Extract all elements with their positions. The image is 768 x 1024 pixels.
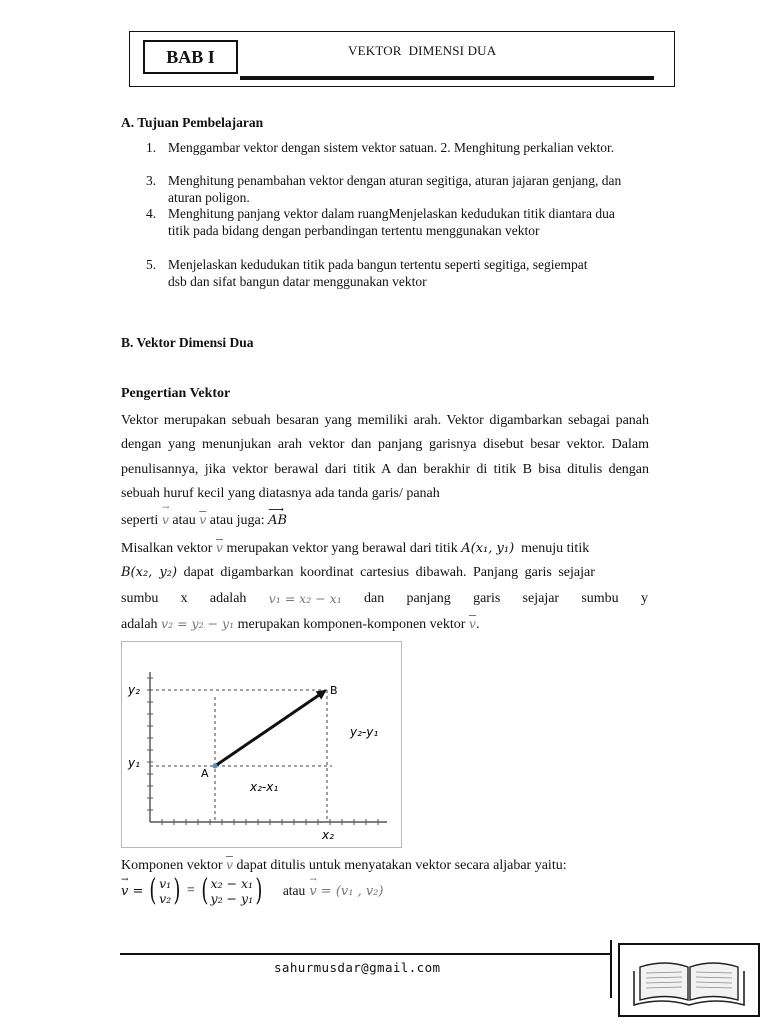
text-fragment: sejajar	[522, 591, 560, 606]
vector-figure	[121, 641, 402, 848]
text-fragment: y	[640, 591, 648, 606]
line-adalah	[121, 616, 649, 633]
text-fragment: atau juga:	[209, 513, 269, 528]
guide-lines	[150, 690, 332, 822]
objective-number: 3.	[146, 173, 157, 188]
text-fragment: dapat digambarkan koordinat cartesius dibawah. Panjang garis sejajar	[177, 565, 595, 580]
text-fragment: x	[180, 591, 188, 606]
point-a-marker	[213, 764, 218, 769]
symbol-v-pair: v = (v₁ , v₂)	[309, 883, 384, 899]
label-y1: y₁	[128, 756, 140, 770]
label-x2: x₂	[322, 828, 334, 842]
symbol-v-equals: v =	[121, 883, 144, 899]
vector-v-bar: $\overline{v}$	[199, 512, 207, 527]
section-a-heading: A. Tujuan Pembelajaran	[121, 115, 264, 130]
symbol-v: v	[161, 512, 169, 527]
vector-lhs: → v =	[121, 874, 144, 899]
text-fragment: dan	[363, 591, 385, 606]
paragraph-definition: Vektor merupakan sebuah besaran yang memiliki arah. Vektor digambarkan sebagai panah dengan yang menunjukan arah vektor dan panjang garisnya disebut besar vektor. Dalam penulisannya, jika vektor berawal dari titik A dan berakhir di titik B bisa ditulis dengan sebuah huruf kecil yang diatasnya ada tanda garis/ panah	[121, 413, 649, 501]
text-atau: atau	[282, 883, 306, 898]
objective-number: 5.	[146, 257, 157, 272]
vector-ab-arrow: ⟶ AB	[268, 503, 288, 528]
line-component	[121, 857, 649, 874]
matrix-bottom: v₂	[159, 891, 172, 906]
chapter-label: BAB I	[143, 40, 238, 74]
text-fragment: seperti	[121, 513, 162, 528]
label-dy: y₂-y₁	[350, 725, 379, 739]
text-fragment: Misalkan vektor	[121, 541, 216, 556]
line-notation	[121, 503, 649, 529]
text-fragment: adalah	[121, 617, 162, 632]
text-fragment: Komponen vektor	[121, 858, 226, 873]
book-logo-frame	[618, 943, 760, 1017]
label-y2: y₂	[128, 683, 140, 697]
footer-rule	[120, 953, 610, 955]
text-fragment: sumbu	[581, 591, 619, 606]
text-fragment: menuju titik	[514, 541, 590, 556]
component-matrix: ( v₁ v₂ )	[149, 873, 181, 908]
text-fragment: atau	[172, 513, 200, 528]
line-point-b	[121, 565, 649, 581]
equation-v1: v₁ = x₂ − x₁	[268, 591, 342, 606]
subheading-pengertian: Pengertian Vektor	[121, 386, 231, 401]
section-b-heading: B. Vektor Dimensi Dua	[121, 335, 254, 350]
equation-v2: v₂ = y₂ − y₁	[161, 616, 235, 631]
matrix-bottom: y₂ − y₁	[210, 891, 254, 906]
objective-text: Menghitung panjang vektor dalam ruangMenjelaskan kedudukan titik diantara dua titik pada bidang dengan perbandingan tertentu menggunakan vektor	[168, 206, 615, 238]
objective-text: Menjelaskan kedudukan titik pada bangun tertentu seperti segitiga, segiempat dsb dan sifat bangun datar menggunakan vektor	[168, 257, 588, 289]
vector-v-bar: $\overline{v}$	[215, 540, 223, 555]
matrix-top: x₂ − x₁	[210, 876, 254, 891]
text-fragment: adalah	[209, 591, 247, 606]
objective-number: 4.	[146, 206, 157, 221]
vector-v-bar: $\overline{v}$	[225, 857, 234, 872]
label-dx: x₂-x₁	[250, 780, 279, 794]
line-misalkan	[121, 540, 649, 557]
objective-text: Menghitung penambahan vektor dengan aturan segitiga, aturan jajaran genjang, dan aturan poligon.	[168, 173, 622, 205]
cartesian-diagram	[122, 642, 401, 847]
vector-v-bar: $\overline{v}$	[468, 616, 476, 631]
open-book-icon	[620, 945, 758, 1015]
header-rule	[240, 76, 654, 80]
difference-matrix: ( x₂ − x₁ y₂ − y₁ )	[201, 873, 263, 908]
vector-rhs: → v = (v₁ , v₂)	[309, 874, 384, 899]
vector-arrow	[215, 691, 325, 766]
text-fragment: panjang	[406, 591, 451, 606]
footer-divider	[610, 940, 612, 998]
point-a-coordinates: A(x₁, y₁)	[461, 541, 515, 556]
text-fragment: dapat ditulis untuk menyatakan vektor secara aljabar yaitu:	[233, 858, 567, 873]
line-sumbu	[121, 591, 648, 607]
equals-sign: =	[186, 883, 195, 898]
text-fragment: merupakan vektor yang berawal dari titik	[222, 541, 462, 556]
objective-number: 1.	[146, 140, 157, 155]
label-a: A	[201, 767, 209, 780]
chapter-title: VEKTOR DIMENSI DUA	[348, 43, 497, 58]
point-b-coordinates: B(x₂, y₂)	[121, 565, 178, 580]
label-b: B	[330, 684, 338, 697]
symbol-ab: AB	[268, 513, 288, 528]
text-fragment: garis	[473, 591, 501, 606]
text-fragment: merupakan komponen-komponen vektor	[234, 617, 469, 632]
vector-v-arrow: → v	[161, 503, 170, 527]
text-fragment: .	[475, 617, 480, 632]
vector-equation	[121, 873, 384, 908]
footer-email: sahurmusdar@gmail.com	[274, 960, 441, 975]
objective-text: Menggambar vektor dengan sistem vektor satuan. 2. Menghitung perkalian vektor.	[168, 140, 615, 155]
matrix-top: v₁	[159, 876, 172, 891]
text-fragment: sumbu	[121, 591, 159, 606]
